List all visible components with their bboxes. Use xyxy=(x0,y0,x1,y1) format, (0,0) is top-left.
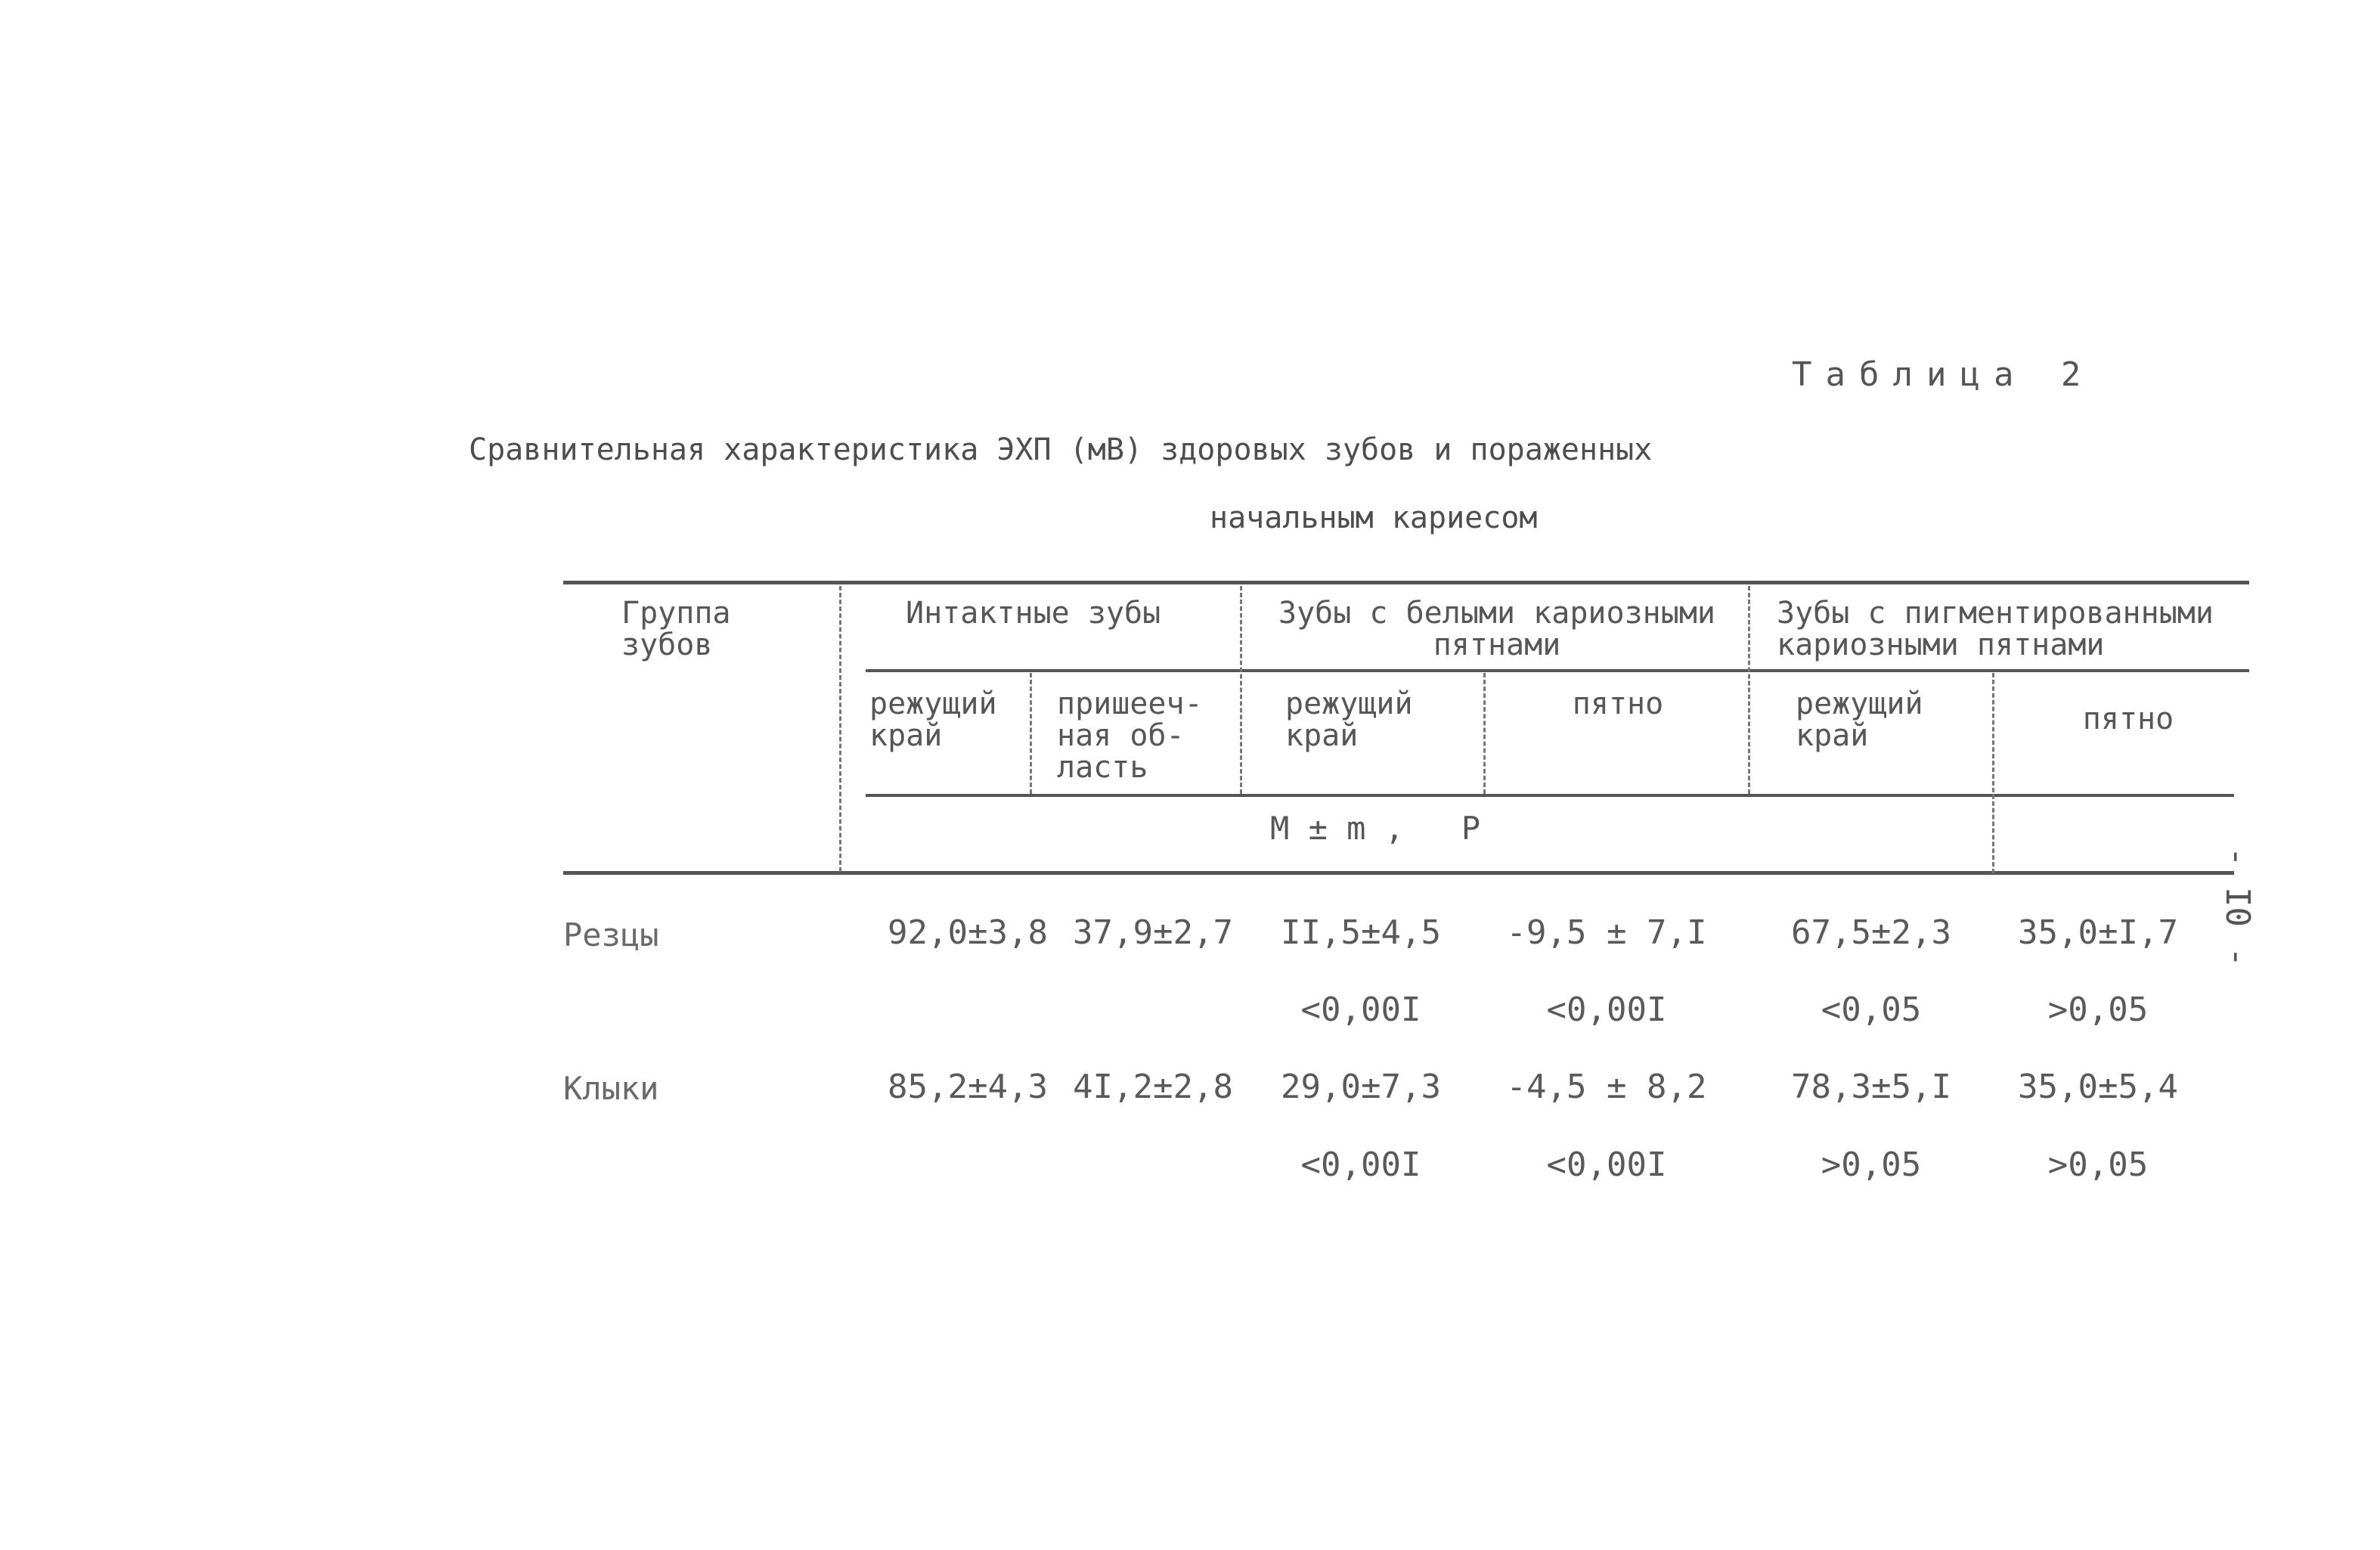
caption-line-2: начальным кариесом xyxy=(1210,501,1538,535)
cell-incisors-intact-cervical: 37,9±2,7 xyxy=(1073,913,1233,952)
p-incisors-pigmented-spot: >0,05 xyxy=(2047,990,2149,1029)
p-canines-pigmented-edge: >0,05 xyxy=(1821,1145,1922,1184)
cell-canines-white-edge: 29,0±7,3 xyxy=(1281,1068,1441,1106)
vsep-white xyxy=(1240,586,1242,794)
p-incisors-white-spot: <0,00I xyxy=(1546,990,1667,1029)
cell-canines-intact-edge: 85,2±4,3 xyxy=(888,1068,1048,1106)
header-rule-2 xyxy=(866,794,2234,797)
p-incisors-white-edge: <0,00I xyxy=(1300,990,1421,1029)
header-spot-pigmented: пятно xyxy=(2082,702,2174,736)
vsep-group xyxy=(839,586,841,872)
cell-incisors-intact-edge: 92,0±3,8 xyxy=(888,913,1048,952)
cell-canines-pigmented-edge: 78,3±5,I xyxy=(1791,1068,1951,1106)
cell-canines-white-spot: -4,5 ± 8,2 xyxy=(1506,1068,1707,1106)
vsep-pigmented xyxy=(1748,586,1750,794)
cell-incisors-pigmented-edge: 67,5±2,3 xyxy=(1791,913,1951,952)
vsep-intact-sub xyxy=(1030,673,1032,794)
header-stats: М ± m , Р xyxy=(1270,810,1481,847)
table-label: Таблица 2 xyxy=(1792,355,2095,394)
cell-canines-pigmented-spot: 35,0±5,4 xyxy=(2018,1068,2178,1106)
header-white-spots: Зубы с белыми кариозными пятнами xyxy=(1278,596,1715,662)
header-group: Группа зубов xyxy=(621,596,731,662)
cell-incisors-white-spot: -9,5 ± 7,I xyxy=(1506,913,1707,952)
header-bottom-rule xyxy=(563,871,2234,875)
header-intact: Интактные зубы xyxy=(906,596,1161,631)
header-rule-1 xyxy=(866,669,2249,672)
p-incisors-pigmented-edge: <0,05 xyxy=(1821,990,1922,1029)
header-cutting-edge-pigmented: режущий край xyxy=(1796,687,1923,753)
cell-canines-intact-cervical: 4I,2±2,8 xyxy=(1073,1068,1233,1106)
header-cutting-edge-intact: режущий край xyxy=(869,687,997,753)
vsep-pigmented-sub xyxy=(1992,673,1994,873)
header-spot-white: пятно xyxy=(1572,687,1664,721)
p-canines-white-edge: <0,00I xyxy=(1300,1145,1421,1184)
vsep-white-sub xyxy=(1483,673,1486,794)
cell-incisors-pigmented-spot: 35,0±I,7 xyxy=(2018,913,2178,952)
row-label-canines: Клыки xyxy=(563,1070,659,1107)
cell-incisors-white-edge: II,5±4,5 xyxy=(1281,913,1441,952)
p-canines-pigmented-spot: >0,05 xyxy=(2047,1145,2149,1184)
header-pigmented-spots: Зубы с пигментированными кариозными пятнами xyxy=(1777,596,2214,662)
page-number: - I0 - xyxy=(2218,847,2257,967)
table-top-rule xyxy=(563,581,2249,584)
p-canines-white-spot: <0,00I xyxy=(1546,1145,1667,1184)
row-label-incisors: Резцы xyxy=(563,916,659,953)
caption-line-1: Сравнительная характеристика ЭХП (мВ) здоровых зубов и пораженных xyxy=(469,432,1653,467)
header-cervical-area: пришееч- ная об- ласть xyxy=(1057,687,1203,785)
header-cutting-edge-white: режущий край xyxy=(1285,687,1413,753)
